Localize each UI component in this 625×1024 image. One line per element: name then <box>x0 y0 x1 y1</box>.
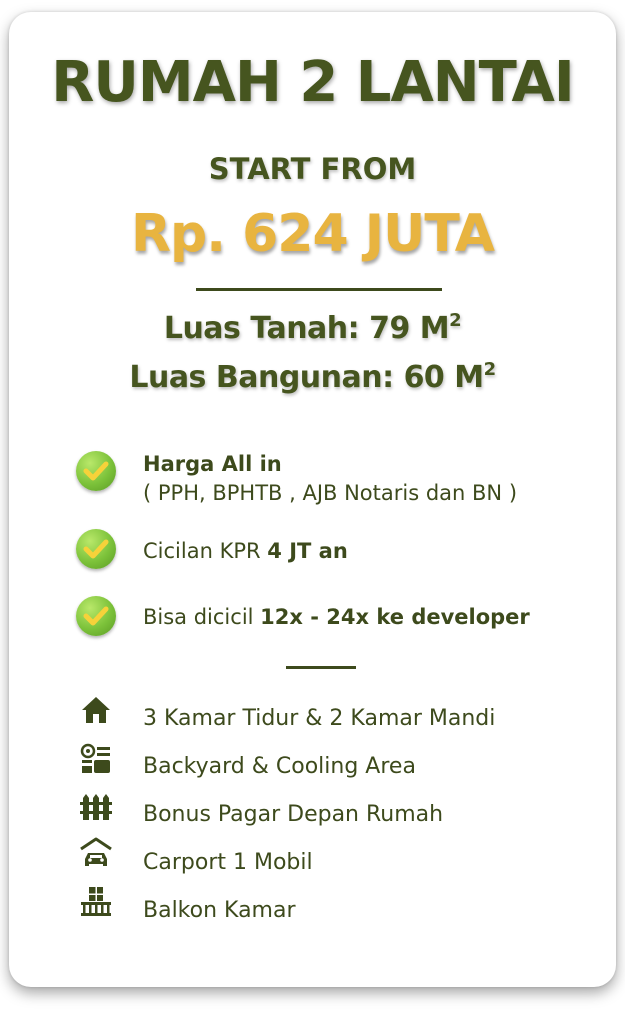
carport-icon <box>79 836 113 870</box>
facility-balcony: Balkon Kamar <box>143 898 296 923</box>
check-icon <box>76 451 116 491</box>
promo-card <box>9 12 616 987</box>
benefit-kpr: Cicilan KPR 4 JT an <box>143 539 348 563</box>
check-icon <box>76 596 116 636</box>
land-area-superscript: 2 <box>449 310 462 331</box>
garden-icon <box>79 742 113 776</box>
divider <box>196 288 442 291</box>
land-area-text: Luas Tanah: 79 M <box>163 311 450 346</box>
building-area <box>9 359 616 395</box>
building-area-superscript: 2 <box>483 359 496 380</box>
facility-backyard: Backyard & Cooling Area <box>143 754 416 779</box>
facility-fence: Bonus Pagar Depan Rumah <box>143 802 444 827</box>
page-title: RUMAH 2 LANTAI <box>51 50 574 115</box>
facility-bedrooms: 3 Kamar Tidur & 2 Kamar Mandi <box>143 706 496 731</box>
check-icon <box>76 529 116 569</box>
start-from-label: START FROM <box>208 152 417 186</box>
price-label: Rp. 624 JUTA <box>130 204 495 264</box>
facility-carport: Carport 1 Mobil <box>143 850 313 875</box>
divider <box>286 666 356 669</box>
land-area <box>9 310 616 346</box>
benefit-all-in-detail: ( PPH, BPHTB , AJB Notaris dan BN ) <box>143 481 518 505</box>
house-icon <box>79 693 113 727</box>
fence-icon <box>79 790 113 824</box>
benefit-installment: Bisa dicicil 12x - 24x ke developer <box>143 605 530 629</box>
balcony-icon <box>79 884 113 918</box>
building-area-text: Luas Bangunan: 60 M <box>129 360 484 395</box>
benefit-all-in-title: Harga All in <box>143 452 282 476</box>
